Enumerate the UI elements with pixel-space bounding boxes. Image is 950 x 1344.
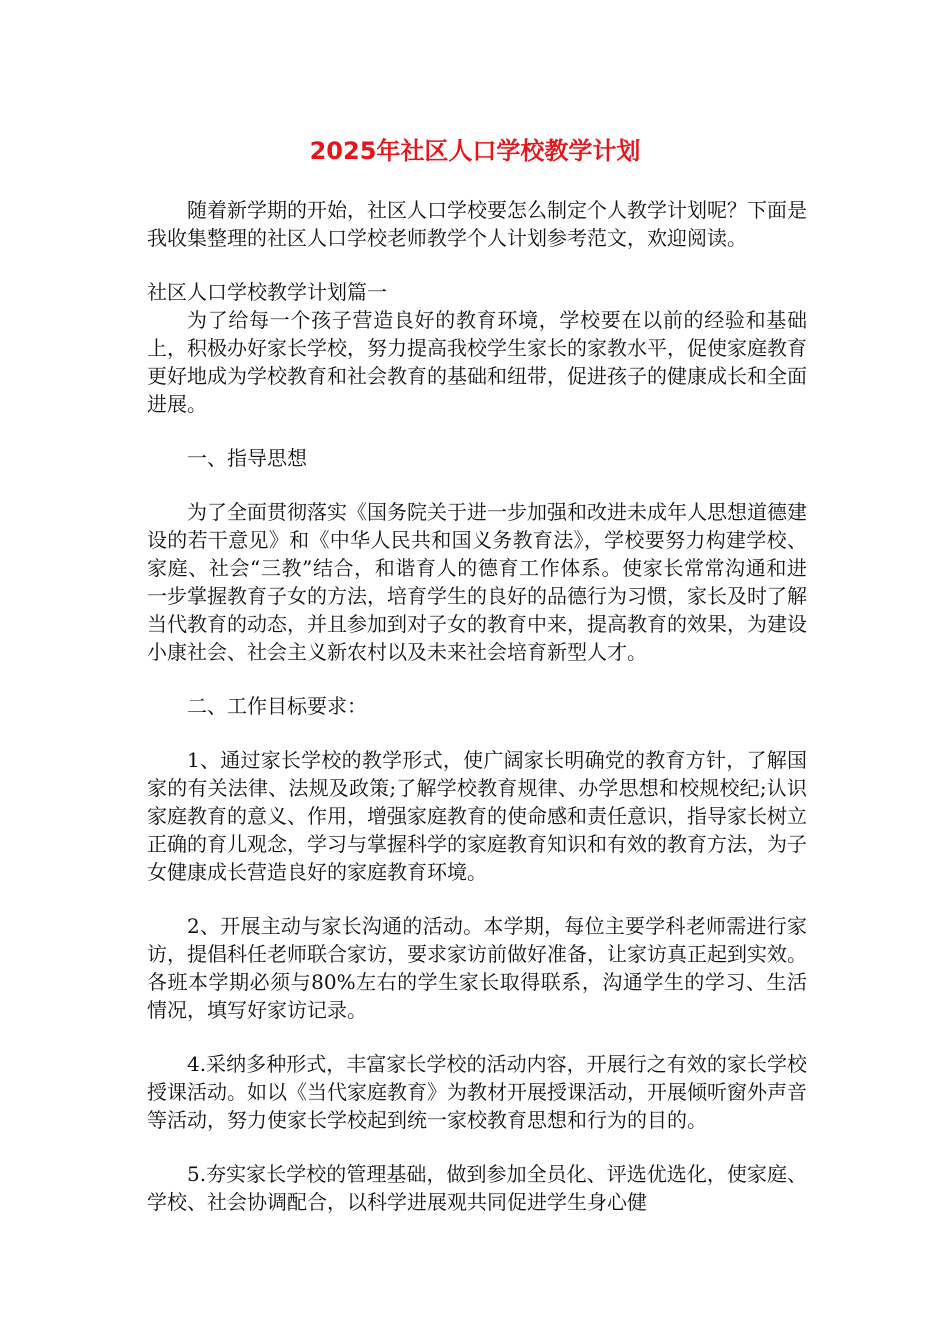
paragraph-goal-1: 1、通过家长学校的教学形式，使广阔家长明确党的教育方针，了解国家的有关法律、法规及政策;了解学校教育规律、办学思想和校规校纪;认识家庭教育的意义、作用，增强家庭教育的使命感和责任意识，指导家长树立正确的育儿观念，学习与掌握科学的家庭教育知识和有效的教育方法，为子女健康成长营造良好的家庭教育环境。 — [147, 748, 807, 884]
intro-paragraph: 随着新学期的开始，社区人口学校要怎么制定个人教学计划呢？下面是我收集整理的社区人口学校老师教学个人计划参考范文，欢迎阅读。 — [147, 198, 807, 250]
heading-work-goals: 二、工作目标要求： — [187, 694, 367, 718]
paragraph-purpose: 为了给每一个孩子营造良好的教育环境，学校要在以前的经验和基础上，积极办好家长学校，努力提高我校学生家长的家教水平，促使家庭教育更好地成为学校教育和社会教育的基础和纽带，促进孩子的健康成长和全面进展。 — [147, 308, 807, 416]
document-body — [147, 196, 807, 1216]
paragraph-goal-4: 4.采纳多种形式，丰富家长学校的活动内容，开展行之有效的家长学校授课活动。如以《当代家庭教育》为教材开展授课活动，开展倾听窗外声音等活动，努力使家长学校起到统一家校教育思想和行为的目的。 — [147, 1052, 807, 1132]
paragraph-goal-5: 5.夯实家长学校的管理基础，做到参加全员化、评选优选化，使家庭、学校、社会协调配合，以科学进展观共同促进学生身心健 — [147, 1162, 807, 1214]
paragraph-goal-2: 2、开展主动与家长沟通的活动。本学期，每位主要学科老师需进行家访，提倡科任老师联合家访，要求家访前做好准备，让家访真正起到实效。各班本学期必须与80%左右的学生家长取得联系，沟通学生的学习、生活情况，填写好家访记录。 — [147, 914, 807, 1022]
heading-guiding-ideology: 一、指导思想 — [187, 446, 307, 470]
section-heading-part-one: 社区人口学校教学计划篇一 — [147, 280, 387, 304]
document-title: 2025年社区人口学校教学计划 — [309, 137, 641, 165]
paragraph-guiding-ideology: 为了全面贯彻落实《国务院关于进一步加强和改进未成年人思想道德建设的若干意见》和《中华人民共和国义务教育法》，学校要努力构建学校、家庭、社会“三教”结合，和谐育人的德育工作体系。使家长常常沟通和进一步掌握教育子女的方法，培育学生的良好的品德行为习惯，家长及时了解当代教育的动态，并且参加到对子女的教育中来，提高教育的效果，为建设小康社会、社会主义新农村以及未来社会培育新型人才。 — [147, 500, 807, 664]
